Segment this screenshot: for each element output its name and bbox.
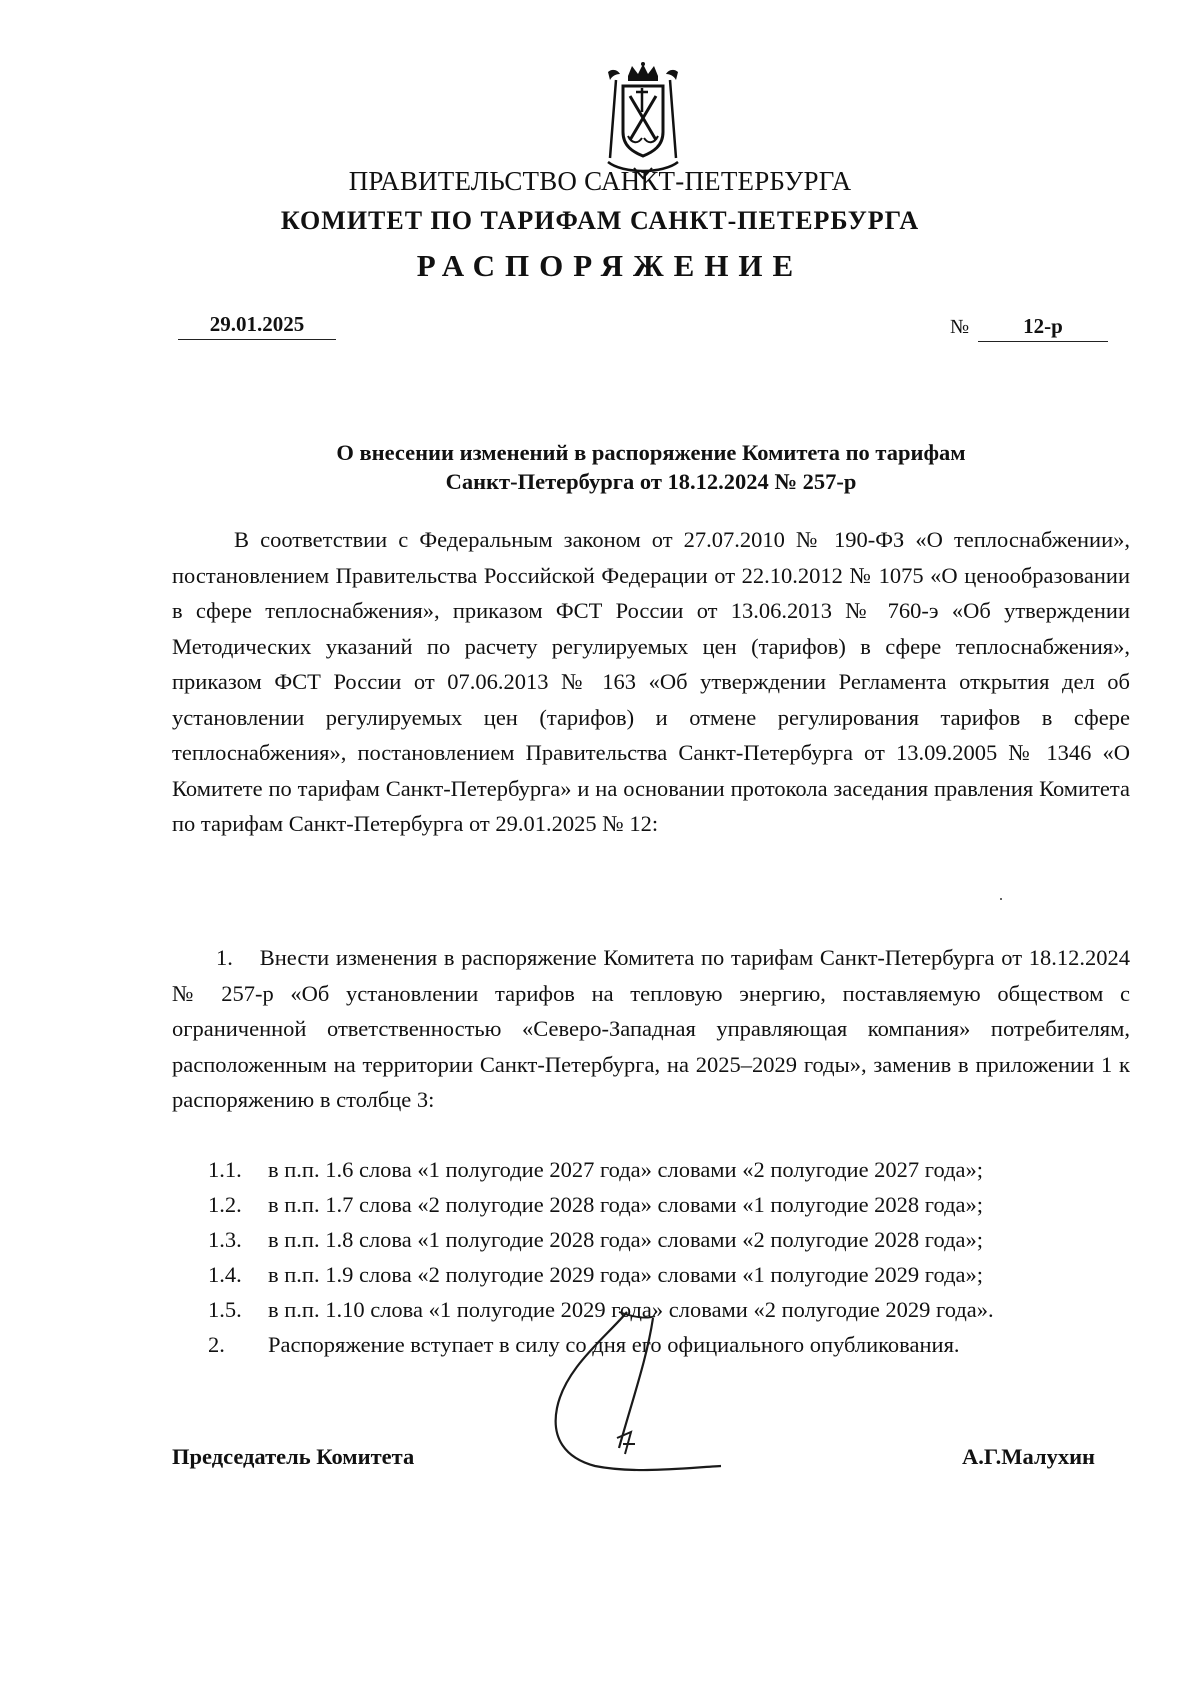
signer-name: А.Г.Малухин (962, 1444, 1096, 1469)
number-value: 12-р (978, 314, 1108, 342)
item-text: Распоряжение вступает в силу со дня его официального опубликования. (268, 1332, 960, 1357)
preamble-paragraph: В соответствии с Федеральным законом от 27.07.2010 № 190-ФЗ «О теплоснабжении», постановлением Правительства Российской Федерации от 22.10.2012 № 1075 «О ценообразовании в сфере теплоснабжения», приказом ФСТ России от 13.06.2013 № 760-э «Об утверждении Методических указаний по расчету регулируемых цен (тарифов) в сфере теплоснабжения», приказом ФСТ России от 07.06.2013 № 163 «Об утверждении Регламента открытия дел об установлении регулируемых цен (тарифов) и отмене регулирования тарифов в сфере теплоснабжения», постановлением Правительства Санкт-Петербурга от 13.09.2005 № 1346 «О Комитете по тарифам Санкт-Петербурга» и на основании протокола заседания правления Комитета по тарифам Санкт-Петербурга от 29.01.2025 № 12: (172, 527, 1130, 836)
item-number: 1.4. (208, 1262, 242, 1287)
list-item (172, 940, 1130, 1118)
item-number: 1.3. (208, 1227, 242, 1252)
signer-position: Председатель Комитета (172, 1444, 415, 1469)
item-text: в п.п. 1.10 слова «1 полугодие 2029 года» словами «2 полугодие 2029 года». (268, 1297, 994, 1322)
item-text: в п.п. 1.6 слова «1 полугодие 2027 года» словами «2 полугодие 2027 года»; (268, 1157, 984, 1182)
committee-name: КОМИТЕТ ПО ТАРИФАМ САНКТ-ПЕТЕРБУРГА (280, 206, 920, 235)
document-date: 29.01.2025 (178, 312, 336, 340)
item-number: 2. (208, 1332, 225, 1357)
item-number: 1.5. (208, 1297, 242, 1322)
title-line-1: О внесении изменений в распоряжение Комитета по тарифам (336, 440, 966, 465)
handwritten-signature (535, 1298, 735, 1488)
coat-of-arms-icon (598, 62, 688, 180)
item-text: Внести изменения в распоряжение Комитета по тарифам Санкт-Петербурга от 18.12.2024 № 257-р «Об установлении тарифов на тепловую энергию, поставляемую обществом с ограниченной ответственностью «Северо-Западная управляющая компания» потребителям, расположенным на территории Санкт-Петербурга, на 2025–2029 годы», заменив в приложении 1 к распоряжению в столбце 3: (172, 945, 1130, 1112)
title-line-2: Санкт-Петербурга от 18.12.2024 № 257-р (445, 469, 857, 494)
item-text: в п.п. 1.8 слова «1 полугодие 2028 года» словами «2 полугодие 2028 года»; (268, 1227, 984, 1252)
item-number: 1.2. (208, 1192, 242, 1217)
item-text: в п.п. 1.7 слова «2 полугодие 2028 года» словами «1 полугодие 2028 года»; (268, 1192, 984, 1217)
item-text: в п.п. 1.9 слова «2 полугодие 2029 года» словами «1 полугодие 2029 года»; (268, 1262, 984, 1287)
document-type: РАСПОРЯЖЕНИЕ (416, 248, 804, 283)
item-number: 1.1. (208, 1157, 242, 1182)
government-name: ПРАВИТЕЛЬСТВО САНКТ-ПЕТЕРБУРГА (348, 166, 852, 196)
scan-speck (1000, 898, 1002, 900)
number-label: № (950, 316, 970, 338)
item-number: 1. (216, 945, 233, 970)
document-title (176, 438, 1126, 496)
